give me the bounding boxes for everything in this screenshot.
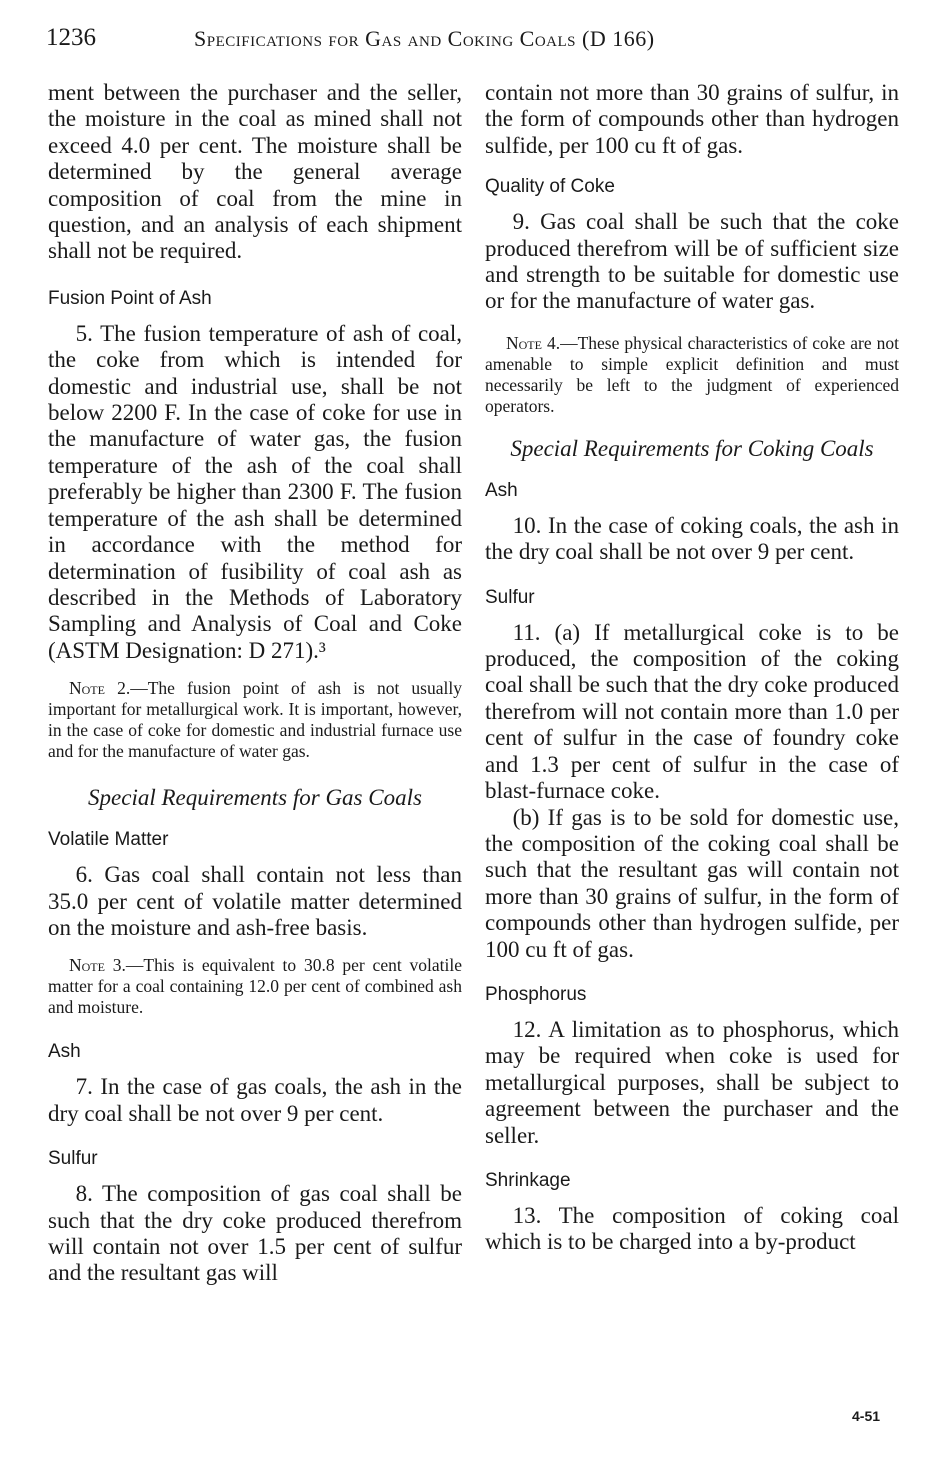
section-heading-volatile-matter: Volatile Matter [48, 829, 169, 851]
section-heading-sulfur-right: Sulfur [485, 586, 535, 608]
note-3-text: —This is equivalent to 30.8 per cent volatile matter for a coal containing 12.0 per cent of combined ash and moisture. [48, 955, 462, 1018]
note-4-label: Note 4. [506, 332, 561, 353]
paragraph-7: 7. In the case of gas coals, the ash in the dry coal shall be not over 9 per cent. [48, 1074, 462, 1126]
paragraph-5: 5. The fusion temperature of ash of coal, the coke from which is intended for domestic and industrial use, shall be not below 2200 F. In the case of coke for use in the manufacture of water gas, the fusion temperature of the ash of the coal shall preferably be higher than 2300 F. The fusion temperature of the ash shall be determined in accordance with the method for determination of fusibility of coal ash as described in the Methods of Laboratory Sampling and Analysis of Coal and Coke (ASTM Designation: D 271).³ [48, 320, 462, 663]
note-2 [48, 678, 462, 762]
note-3 [48, 955, 462, 1018]
section-heading-ash: Ash [48, 1041, 81, 1063]
page-number: 1236 [46, 24, 96, 51]
paragraph-11b: (b) If gas is to be sold for domestic use, the composition of the coking coal shall be such that the resultant gas will contain not more than 30 grains of sulfur, in the form of compounds other than hydrogen sulfide, per 100 cu ft of gas. [485, 804, 899, 962]
section-heading-phosphorus: Phosphorus [485, 983, 587, 1005]
note-2-label: Note 2. [69, 678, 131, 699]
note-4-text: —These physical characteristics of coke are not amenable to simple explicit definition and must necessarily be left to the judgment of experienced operators. [485, 332, 899, 416]
section-heading-quality-of-coke: Quality of Coke [485, 176, 615, 198]
note-4 [485, 333, 899, 417]
paragraph-6: 6. Gas coal shall contain not less than 35.0 per cent of volatile matter determined on the moisture and ash-free basis. [48, 862, 462, 940]
left-column [48, 80, 462, 1287]
paragraph-continued: ment between the purchaser and the seller, the moisture in the coal as mined shall not exceed 4.0 per cent. The moisture shall be determined by the general average composition of coal from the mine in question, and an analysis of each shipment shall not be required. [48, 80, 462, 264]
folio-number: 4-51 [852, 1408, 881, 1424]
section-heading-special-coking: Special Requirements for Coking Coals [510, 435, 874, 461]
section-heading-ash-right: Ash [485, 479, 518, 501]
paragraph-10: 10. In the case of coking coals, the ash in the dry coal shall be not over 9 per cent. [485, 512, 899, 565]
note-3-label: Note 3. [69, 955, 126, 976]
section-heading-shrinkage: Shrinkage [485, 1169, 571, 1191]
paragraph-9: 9. Gas coal shall be such that the coke produced therefrom will be of sufficient size and strength to be suitable for domestic use or for the manufacture of water gas. [485, 209, 899, 314]
note-2-text: —The fusion point of ash is not usually important for metallurgical work. It is important, however, in the case of coke for domestic and industrial furnace use and for the manufacture of water gas. [48, 678, 462, 762]
paragraph-11a: 11. (a) If metallurgical coke is to be produced, the composition of the coking coal shall be such that the dry coke produced therefrom will not contain more than 1.0 per cent of sulfur in the case of foundry coke and 1.3 per cent of sulfur in the case of blast-furnace coke. [485, 619, 899, 804]
page-header [46, 24, 906, 60]
right-column [485, 80, 899, 1256]
paragraph-8: 8. The composition of gas coal shall be such that the dry coke produced therefrom will contain not over 1.5 per cent of sulfur and the resultant gas will [48, 1181, 462, 1286]
section-heading-special-gas: Special Requirements for Gas Coals [88, 785, 422, 811]
paragraph-13: 13. The composition of coking coal which is to be charged into a by-product [485, 1202, 899, 1255]
section-heading-sulfur: Sulfur [48, 1148, 98, 1170]
running-title: Specifications for Gas and Coking Coals (D 166) [194, 26, 655, 51]
paragraph-continued-right: contain not more than 30 grains of sulfur, in the form of compounds other than hydrogen sulfide, per 100 cu ft of gas. [485, 80, 899, 158]
paragraph-12: 12. A limitation as to phosphorus, which may be required when coke is used for metallurgical purposes, shall be subject to agreement between the purchaser and the seller. [485, 1016, 899, 1148]
section-heading-fusion-point: Fusion Point of Ash [48, 287, 212, 309]
